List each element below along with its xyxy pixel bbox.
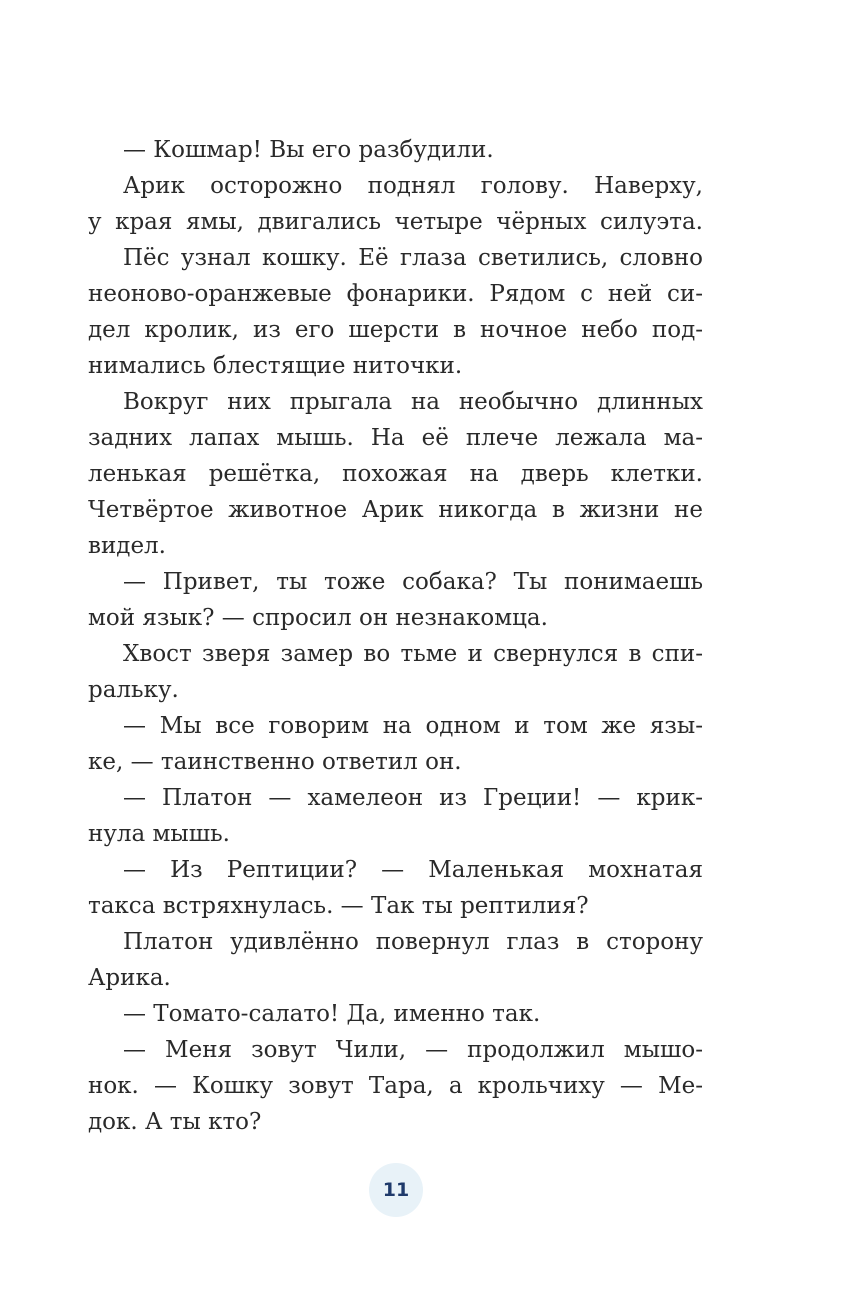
text-line: нимались блестящие ниточки. bbox=[88, 353, 463, 379]
text-line: — Меня зовут Чили, — продолжил мышо- bbox=[123, 1037, 703, 1063]
text-line: Платон удивлённо повернул глаз в сторону bbox=[123, 929, 703, 955]
text-line: такса встряхнулась. — Так ты рептилия? bbox=[88, 893, 589, 919]
text-line: ральку. bbox=[88, 677, 179, 703]
text-line: у края ямы, двигались четыре чёрных силуэта. bbox=[88, 209, 703, 235]
page-number-badge: 11 bbox=[369, 1163, 423, 1217]
text-line: Вокруг них прыгала на необычно длинных bbox=[123, 389, 703, 415]
text-line: док. А ты кто? bbox=[88, 1109, 262, 1135]
text-line: — Мы все говорим на одном и том же язы- bbox=[123, 713, 703, 739]
text-line: нула мышь. bbox=[88, 821, 230, 847]
text-line: — Томато-салато! Да, именно так. bbox=[123, 1001, 541, 1027]
text-line: — Привет, ты тоже собака? Ты понимаешь bbox=[123, 569, 703, 595]
text-line: Пёс узнал кошку. Её глаза светились, словно bbox=[123, 245, 703, 271]
text-line: нок. — Кошку зовут Тара, а крольчиху — Ме- bbox=[88, 1073, 703, 1099]
text-line: ленькая решётка, похожая на дверь клетки. bbox=[88, 461, 703, 487]
text-line: ке, — таинственно ответил он. bbox=[88, 749, 462, 775]
text-line: — Кошмар! Вы его разбудили. bbox=[123, 137, 494, 163]
body-text bbox=[88, 132, 703, 1140]
text-line: Четвёртое животное Арик никогда в жизни не bbox=[88, 497, 703, 523]
text-line: мой язык? — спросил он незнакомца. bbox=[88, 605, 548, 631]
text-line: неоново-оранжевые фонарики. Рядом с ней си- bbox=[88, 281, 703, 307]
text-line: Арик осторожно поднял голову. Наверху, bbox=[123, 173, 703, 199]
text-line: — Платон — хамелеон из Греции! — крик- bbox=[123, 785, 703, 811]
text-line: Арика. bbox=[88, 965, 171, 991]
text-line: — Из Рептиции? — Маленькая мохнатая bbox=[123, 857, 703, 883]
text-line: видел. bbox=[88, 533, 166, 559]
text-line: дел кролик, из его шерсти в ночное небо под- bbox=[88, 317, 703, 343]
text-line: Хвост зверя замер во тьме и свернулся в спи- bbox=[123, 641, 703, 667]
text-line: задних лапах мышь. На её плече лежала ма- bbox=[88, 425, 703, 451]
